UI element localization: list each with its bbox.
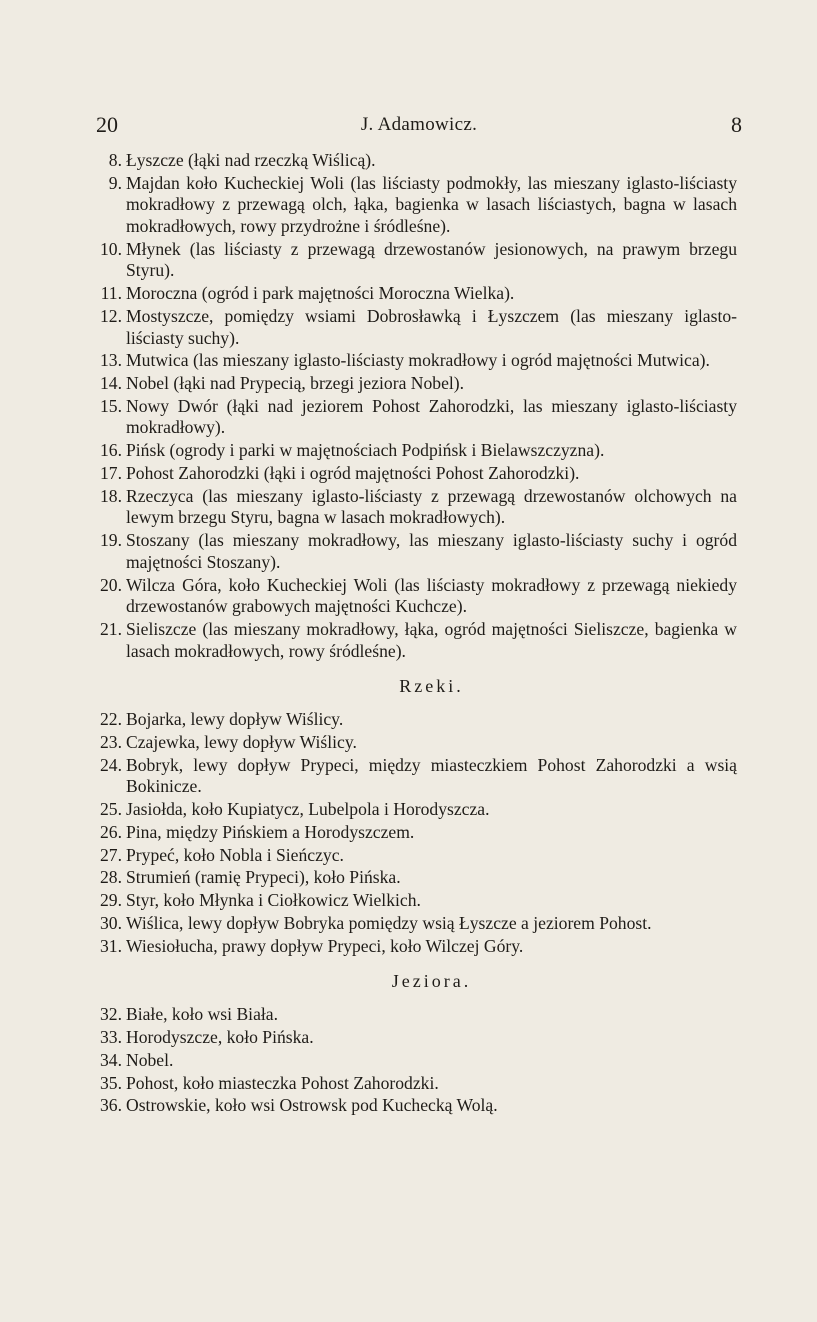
item-text: Pohost, koło miasteczka Pohost Zahorodzki.: [126, 1072, 439, 1093]
section-title-lakes: Jeziora.: [391, 971, 472, 992]
lakes-list: [86, 1004, 737, 1117]
item-number: 9.: [108, 172, 122, 193]
list-item: [86, 575, 737, 618]
list-item: [86, 396, 737, 439]
item-number: 31.: [100, 935, 122, 956]
item-text: Bobryk, lewy dopływ Prypeci, między miasteczkiem Pohost Zahorodzki a wsią Bokinicze.: [126, 754, 737, 797]
list-item: [86, 890, 737, 912]
item-number: 23.: [100, 731, 122, 752]
item-number: 15.: [100, 395, 122, 416]
list-item: [86, 1050, 737, 1072]
item-text: Strumień (ramię Prypeci), koło Pińska.: [126, 867, 401, 888]
list-item: [86, 845, 737, 867]
item-text: Nobel (łąki nad Prypecią, brzegi jeziora Nobel).: [126, 373, 465, 394]
item-number: 16.: [100, 440, 122, 461]
item-text: Stoszany (las mieszany mokradłowy, las mieszany iglasto-liściasty suchy i ogród majętności Stoszany).: [126, 530, 737, 572]
list-item: [86, 732, 737, 754]
item-text: Bojarka, lewy dopływ Wiślicy.: [126, 709, 344, 730]
item-number: 18.: [100, 485, 122, 506]
section-title-rivers: Rzeki.: [399, 676, 464, 697]
item-number: 19.: [100, 530, 122, 551]
item-number: 36.: [100, 1095, 122, 1116]
item-number: 35.: [100, 1072, 122, 1093]
item-text: Prypeć, koło Nobla i Sieńczyc.: [126, 844, 344, 865]
list-item: [86, 822, 737, 844]
list-item: [86, 283, 737, 305]
list-item: [86, 350, 737, 372]
item-text: Ostrowskie, koło wsi Ostrowsk pod Kuchecką Wolą.: [126, 1095, 498, 1116]
item-text: Wilcza Góra, koło Kucheckiej Woli (las liściasty mokradłowy z przewagą niekiedy drzewostanów grabowych majętności Kuchcze).: [126, 574, 737, 617]
running-title: J. Adamowicz.: [360, 114, 478, 135]
item-text: Sieliszcze (las mieszany mokradłowy, łąka, ogród majętności Sieliszcze, bagienka w lasach mokradłowych, rowy śródleśne).: [126, 618, 737, 661]
item-number: 21.: [100, 618, 122, 639]
rivers-list: [86, 709, 737, 957]
item-text: Styr, koło Młynka i Ciołkowicz Wielkich.: [126, 890, 421, 911]
page-content: [86, 150, 737, 1118]
item-text: Mostyszcze, pomiędzy wsiami Dobrosławką i Łyszczem (las mieszany iglasto-liściasty suchy).: [126, 305, 737, 348]
list-item: [86, 913, 737, 935]
page-number: 20: [96, 112, 118, 137]
item-text: Pina, między Pińskiem a Horodyszczem.: [126, 821, 415, 842]
item-number: 8.: [108, 150, 122, 170]
item-text: Wiesiołucha, prawy dopływ Prypeci, koło Wilczej Góry.: [126, 935, 524, 956]
item-text: Nowy Dwór (łąki nad jeziorem Pohost Zahorodzki, las mieszany iglasto-liściasty mokradłowy).: [126, 395, 737, 438]
list-item: [86, 936, 737, 958]
item-number: 30.: [100, 912, 122, 933]
list-item: [86, 239, 737, 282]
item-number: 17.: [100, 463, 122, 483]
item-number: 27.: [100, 844, 122, 865]
list-item: [86, 1073, 737, 1095]
list-item: [86, 150, 737, 172]
item-number: 12.: [100, 305, 122, 326]
item-text: Czajewka, lewy dopływ Wiślicy.: [126, 731, 357, 752]
list-item: [86, 306, 737, 349]
list-item: [86, 799, 737, 821]
item-text: Młynek (las liściasty z przewagą drzewostanów jesionowych, na prawym brzegu Styru).: [126, 238, 737, 281]
item-number: 20.: [100, 574, 122, 595]
list-item: [86, 373, 737, 395]
item-number: 13.: [100, 350, 122, 371]
item-number: 26.: [100, 821, 122, 842]
list-item: [86, 1027, 737, 1049]
list-item: [86, 1095, 737, 1117]
item-number: 10.: [100, 238, 122, 259]
item-number: 22.: [100, 709, 122, 730]
item-text: Łyszcze (łąki nad rzeczką Wiślicą).: [126, 150, 376, 170]
list-item: [86, 486, 737, 529]
item-number: 14.: [100, 373, 122, 394]
item-text: Majdan koło Kucheckiej Woli (las liściasty podmokły, las mieszany iglasto-liściasty mokradłowy z przewagą olch, łąka, bagienka w lasach liściastych, bagna w lasach mokradłowych, rowy przydrożne i śródleśne).: [126, 172, 737, 236]
item-number: 24.: [100, 754, 122, 775]
item-text: Mutwica (las mieszany iglasto-liściasty mokradłowy i ogród majętności Mutwica).: [126, 350, 710, 371]
item-number: 11.: [100, 283, 122, 304]
list-item: [86, 463, 737, 485]
item-number: 28.: [100, 867, 122, 888]
item-text: Nobel.: [126, 1049, 174, 1070]
item-text: Białe, koło wsi Biała.: [126, 1004, 278, 1025]
locality-list: [86, 150, 737, 662]
list-item: [86, 440, 737, 462]
list-item: [86, 173, 737, 238]
item-text: Pińsk (ogrody i parki w majętnościach Podpińsk i Bielawszczyzna).: [126, 440, 605, 461]
list-item: [86, 867, 737, 889]
item-text: Wiślica, lewy dopływ Bobryka pomiędzy wsią Łyszcze a jeziorem Pohost.: [126, 912, 652, 933]
item-number: 32.: [100, 1004, 122, 1025]
list-item: [86, 530, 737, 573]
item-number: 34.: [100, 1049, 122, 1070]
item-text: Rzeczyca (las mieszany iglasto-liściasty z przewagą drzewostanów olchowych na lewym brzegu Styru, bagna w lasach mokradłowych).: [126, 485, 737, 528]
item-text: Jasiołda, koło Kupiatycz, Lubelpola i Horodyszcza.: [126, 799, 490, 820]
item-number: 33.: [100, 1027, 122, 1048]
list-item: [86, 755, 737, 798]
list-item: [86, 709, 737, 731]
item-text: Pohost Zahorodzki (łąki i ogród majętności Pohost Zahorodzki).: [126, 463, 580, 483]
item-text: Moroczna (ogród i park majętności Moroczna Wielka).: [126, 283, 515, 304]
item-number: 29.: [100, 890, 122, 911]
page-header: [96, 112, 742, 142]
item-number: 25.: [100, 799, 122, 820]
list-item: [86, 1004, 737, 1026]
section-number: 8: [731, 112, 742, 137]
list-item: [86, 619, 737, 662]
item-text: Horodyszcze, koło Pińska.: [126, 1027, 314, 1048]
